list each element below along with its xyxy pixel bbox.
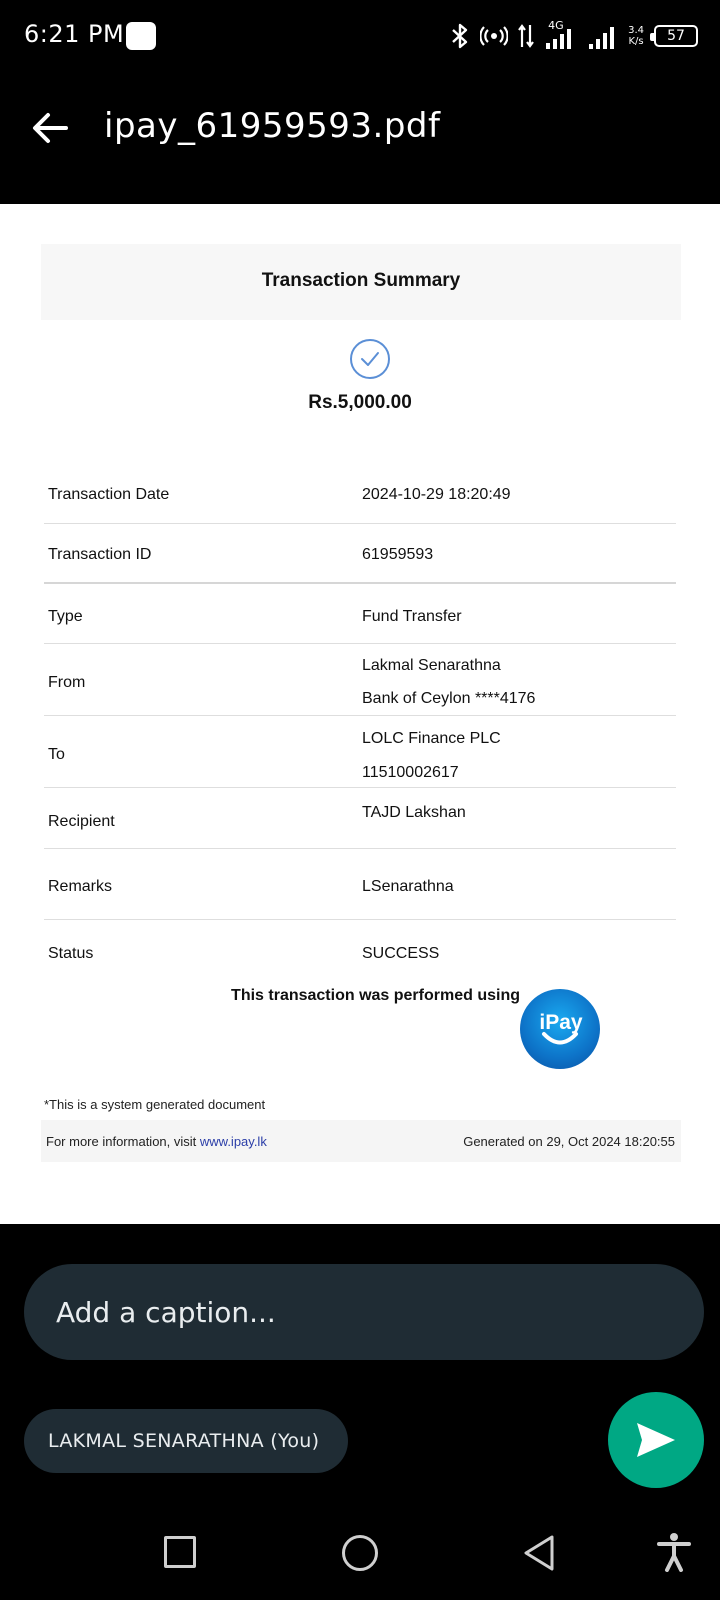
detail-value: 2024-10-29 18:20:49 xyxy=(362,486,511,503)
doc-title: Transaction Summary xyxy=(261,270,461,291)
detail-row xyxy=(44,644,676,716)
detail-row xyxy=(44,462,676,524)
status-icons xyxy=(450,18,698,54)
doc-header xyxy=(41,244,681,320)
detail-value-secondary: Bank of Ceylon ****4176 xyxy=(362,690,536,707)
app-bar xyxy=(0,72,720,204)
detail-row xyxy=(44,524,676,584)
ipay-logo xyxy=(520,989,600,1069)
logo-text: iPay xyxy=(539,1011,583,1034)
network-type: 4G xyxy=(548,19,564,32)
detail-row xyxy=(44,584,676,644)
battery-icon: 57 xyxy=(654,25,698,47)
generated-timestamp: Generated on 29, Oct 2024 18:20:55 xyxy=(463,1134,675,1149)
doc-footer xyxy=(41,1120,681,1162)
detail-label: From xyxy=(48,674,86,691)
system-nav-bar xyxy=(0,1500,720,1600)
data-arrows-icon xyxy=(518,23,534,49)
detail-label: Transaction ID xyxy=(48,546,152,563)
footer-info: For more information, visit www.ipay.lk xyxy=(46,1134,267,1149)
detail-label: To xyxy=(48,746,65,763)
pdf-preview xyxy=(0,204,720,1224)
detail-label: Transaction Date xyxy=(48,486,170,503)
detail-label: Status xyxy=(48,945,94,962)
hotspot-icon xyxy=(480,24,508,48)
file-title: ipay_61959593.pdf xyxy=(104,106,441,146)
status-value: SUCCESS xyxy=(362,945,440,962)
caption-input[interactable] xyxy=(56,1290,656,1334)
detail-value: Lakmal Senarathna xyxy=(362,657,501,674)
back-arrow-icon[interactable] xyxy=(30,108,70,148)
detail-label: Type xyxy=(48,608,83,625)
detail-value: Fund Transfer xyxy=(362,608,462,625)
caption-bar xyxy=(24,1264,704,1360)
recents-button[interactable] xyxy=(164,1536,196,1568)
status-time: 6:21 PM xyxy=(24,20,125,48)
network-speed: 3.4 K/s xyxy=(628,25,644,47)
transaction-amount: Rs.5,000.00 xyxy=(308,392,412,413)
status-bar xyxy=(0,0,720,72)
detail-value: TAJD Lakshan xyxy=(362,804,466,821)
accessibility-icon[interactable] xyxy=(656,1532,692,1572)
detail-value: LSenarathna xyxy=(362,878,454,895)
detail-label: Remarks xyxy=(48,878,113,895)
detail-row xyxy=(44,920,676,980)
recipient-name: LAKMAL SENARATHNA (You) xyxy=(48,1430,320,1452)
detail-value-secondary: 11510002617 xyxy=(362,764,459,781)
performed-using-text: This transaction was performed using xyxy=(231,987,520,1004)
recipient-chip[interactable] xyxy=(24,1409,348,1473)
send-button[interactable] xyxy=(608,1392,704,1488)
system-note: *This is a system generated document xyxy=(44,1097,266,1112)
send-icon xyxy=(634,1420,678,1460)
signal-icon xyxy=(544,21,578,51)
transaction-details xyxy=(44,462,676,980)
ipay-link[interactable]: www.ipay.lk xyxy=(199,1134,267,1149)
home-button[interactable] xyxy=(342,1535,378,1571)
detail-label: Recipient xyxy=(48,813,115,830)
check-circle-icon xyxy=(349,338,391,380)
notification-icon xyxy=(126,22,156,50)
detail-row xyxy=(44,716,676,788)
detail-value: 61959593 xyxy=(362,546,434,563)
bluetooth-icon xyxy=(450,23,470,49)
back-triangle-icon[interactable] xyxy=(522,1534,556,1572)
detail-row xyxy=(44,849,676,920)
signal-icon xyxy=(588,21,618,51)
detail-row xyxy=(44,788,676,849)
detail-value: LOLC Finance PLC xyxy=(362,730,501,747)
